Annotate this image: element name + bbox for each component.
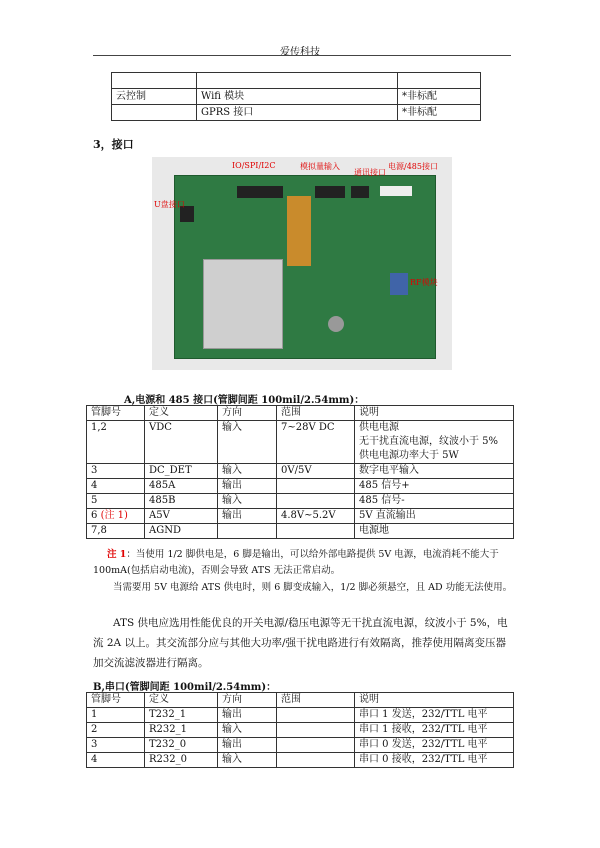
table-cell: 3 [87, 738, 145, 753]
table-header: 管脚号 [87, 406, 145, 421]
table-row [87, 524, 514, 539]
power-connector [380, 186, 412, 196]
table-cell: 2 [87, 723, 145, 738]
table-cell: 输出 [218, 509, 277, 524]
table-cell: A5V [145, 509, 218, 524]
table-cell: 云控制 [112, 89, 197, 105]
table-cell: GPRS 接口 [197, 105, 398, 121]
label-rf: RF模块 [410, 278, 438, 287]
table-cell [277, 738, 355, 753]
table-header: 说明 [355, 406, 514, 421]
table-row [87, 708, 514, 723]
table-cell: 4 [87, 479, 145, 494]
note-text: ：当使用 1/2 脚供电是，6 脚是输出，可以给外部电路提供 5V 电源，电流消耗不能大于 100mA(包括启动电流)，否则会导致 ATS 无法正常启动。 [93, 549, 499, 576]
table-cell: 5V 直流输出 [355, 509, 514, 524]
table-cell [277, 524, 355, 539]
table-header: 方向 [218, 693, 277, 708]
table-cell: 485 信号+ [355, 479, 514, 494]
table-cell: 输入 [218, 464, 277, 479]
comm-connector [351, 186, 369, 198]
table-cell: 7,8 [87, 524, 145, 539]
note-1 [93, 547, 513, 579]
table-cell: Wifi 模块 [197, 89, 398, 105]
shield-can [203, 259, 283, 349]
note-2: 当需要用 5V 电源给 ATS 供电时，则 6 脚变成输入，1/2 脚必须悬空，且 AD 功能无法使用。 [113, 582, 513, 593]
table-row [87, 738, 514, 753]
table-cell [197, 73, 398, 89]
desc-line: 供电电源 [359, 422, 399, 433]
table-header: 方向 [218, 406, 277, 421]
table-row [112, 73, 481, 89]
table-cell: AGND [145, 524, 218, 539]
table-cell: T232_1 [145, 708, 218, 723]
table-cell [355, 421, 514, 464]
table-cell: 输出 [218, 479, 277, 494]
table-cell: 1 [87, 708, 145, 723]
analog-connector [315, 186, 345, 198]
table-cell: *非标配 [398, 89, 481, 105]
table-row [87, 753, 514, 768]
table-header: 管脚号 [87, 693, 145, 708]
table-cell: 电源地 [355, 524, 514, 539]
table-cell: 串口 1 接收，232/TTL 电平 [355, 723, 514, 738]
table-cell: T232_0 [145, 738, 218, 753]
table-cell [112, 105, 197, 121]
io-connector [237, 186, 283, 198]
table-cell [277, 479, 355, 494]
table-cell: 输入 [218, 421, 277, 464]
table-row [112, 89, 481, 105]
table-cell: 1,2 [87, 421, 145, 464]
table-header: 定义 [145, 406, 218, 421]
note-label: 注 1 [107, 549, 127, 560]
pin-number: 6 [91, 510, 98, 521]
table-cell: 0V/5V [277, 464, 355, 479]
label-power485: 电源/485接口 [388, 162, 438, 171]
label-usb: U盘接口 [154, 200, 185, 209]
table-cell [277, 723, 355, 738]
table-cell: 数字电平输入 [355, 464, 514, 479]
cloud-control-table [111, 72, 481, 121]
label-comm: 通讯接口 [354, 168, 386, 177]
table-cell: 3 [87, 464, 145, 479]
page-header: 爱传科技 [280, 47, 320, 58]
table-cell: 485 信号- [355, 494, 514, 509]
table-cell [398, 73, 481, 89]
table-cell: 串口 0 发送，232/TTL 电平 [355, 738, 514, 753]
table-cell: DC_DET [145, 464, 218, 479]
table-cell: R232_0 [145, 753, 218, 768]
subsection-heading: B,串口(管脚间距 100mil/2.54mm)： [93, 682, 277, 693]
section-heading: 3，接口 [93, 138, 134, 151]
table-row [112, 105, 481, 121]
table-cell: 4 [87, 753, 145, 768]
pcb-board [174, 175, 436, 359]
desc-line: 供电电源功率大于 5W [359, 450, 459, 461]
table-cell: 输出 [218, 708, 277, 723]
table-cell [218, 524, 277, 539]
table-cell: 输入 [218, 494, 277, 509]
table-row [87, 464, 514, 479]
table-header: 说明 [355, 693, 514, 708]
header-divider [93, 55, 511, 56]
table-header-row [87, 406, 514, 421]
table-cell: 485B [145, 494, 218, 509]
power-485-table [86, 405, 514, 539]
table-cell: 7~28V DC [277, 421, 355, 464]
table-cell: 输出 [218, 738, 277, 753]
table-cell: 输入 [218, 723, 277, 738]
table-header: 定义 [145, 693, 218, 708]
table-header: 范围 [277, 406, 355, 421]
table-cell: 4.8V~5.2V [277, 509, 355, 524]
table-row [87, 479, 514, 494]
board-photo [152, 157, 452, 370]
table-cell [87, 509, 145, 524]
table-header-row [87, 693, 514, 708]
table-cell: 5 [87, 494, 145, 509]
table-cell: 串口 0 接收，232/TTL 电平 [355, 753, 514, 768]
label-io: IO/SPI/I2C [232, 161, 276, 170]
table-row [87, 421, 514, 464]
coin-battery [328, 316, 344, 332]
rf-module [390, 273, 408, 295]
ribbon-cable [287, 196, 311, 266]
pin-note: (注 1) [100, 510, 128, 521]
power-paragraph: ATS 供电应选用性能优良的开关电源/稳压电源等无干扰直流电源，纹波小于 5%，电流 2A 以上。其交流部分应与其他大功率/强干扰电路进行有效隔离，推荐使用隔离变压器加交流滤波器进行隔离。 [93, 617, 508, 669]
table-cell: 输入 [218, 753, 277, 768]
table-header: 范围 [277, 693, 355, 708]
table-cell: 485A [145, 479, 218, 494]
desc-line: 无干扰直流电源，纹波小于 5% [359, 436, 499, 447]
table-cell: R232_1 [145, 723, 218, 738]
table-cell: 串口 1 发送，232/TTL 电平 [355, 708, 514, 723]
subsection-heading: A,电源和 485 接口(管脚间距 100mil/2.54mm)： [124, 395, 365, 406]
table-row [87, 509, 514, 524]
table-cell [277, 753, 355, 768]
table-cell: VDC [145, 421, 218, 464]
label-analog: 模拟量输入 [300, 162, 340, 171]
table-cell [112, 73, 197, 89]
table-cell [277, 708, 355, 723]
serial-port-table [86, 692, 514, 768]
table-row [87, 723, 514, 738]
table-cell: *非标配 [398, 105, 481, 121]
table-row [87, 494, 514, 509]
table-cell [277, 494, 355, 509]
